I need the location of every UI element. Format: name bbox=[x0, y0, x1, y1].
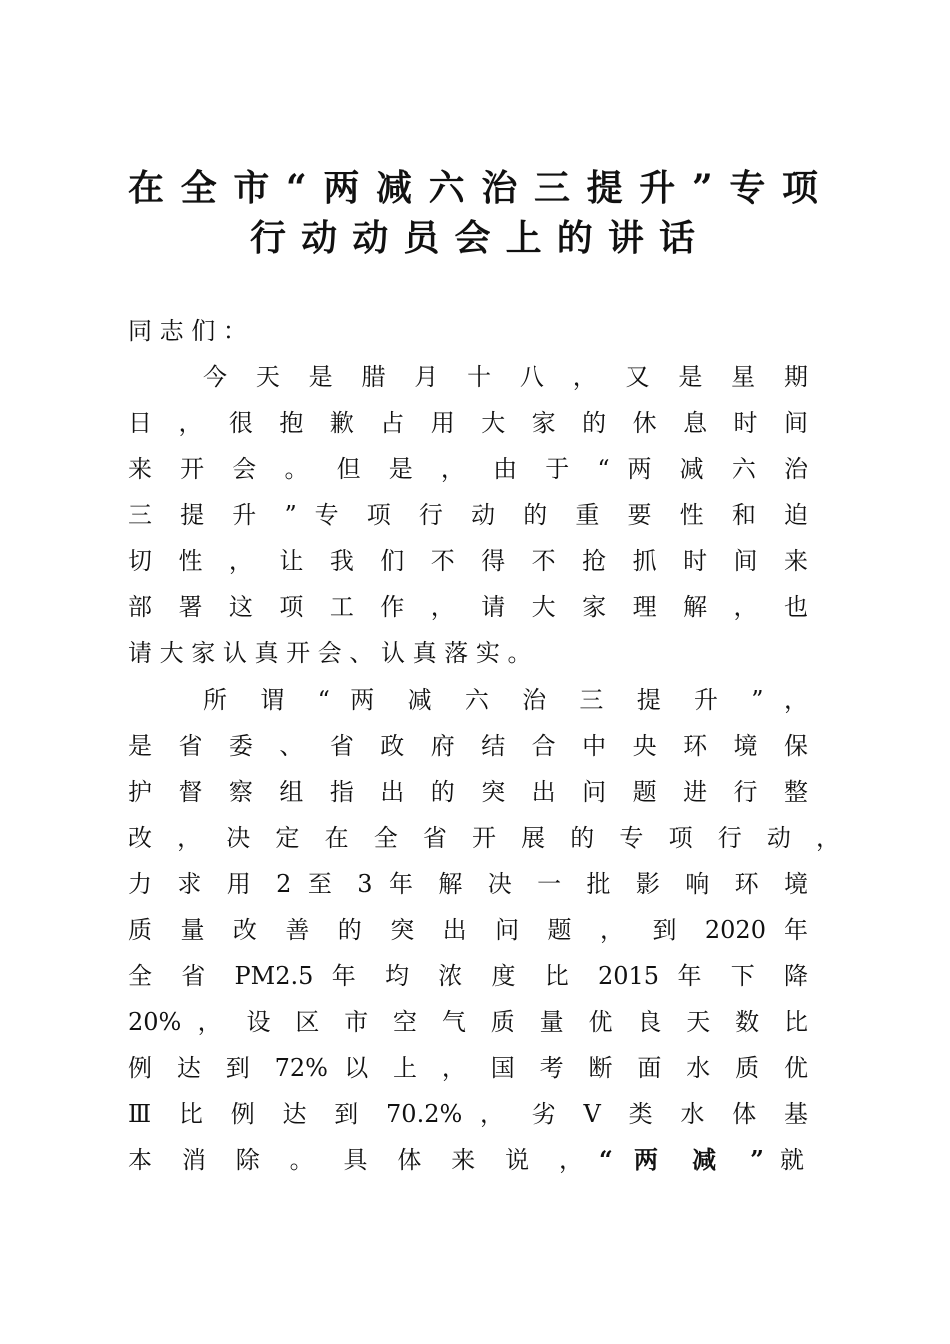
bold-phrase-liang-jian: “ 两 减 ” bbox=[599, 1145, 764, 1174]
paragraph-2-line-7: 全 省 PM2.5 年 均 浓 度 比 2015 年 下 降 bbox=[128, 962, 808, 990]
paragraph-2-line-5: 力 求 用 2 至 3 年 解 决 一 批 影 响 环 境 bbox=[128, 870, 808, 898]
paragraph-2-line-6: 质 量 改 善 的 突 出 问 题 ， 到 2020 年 bbox=[128, 916, 808, 944]
paragraph-2-line-3: 护 督 察 组 指 出 的 突 出 问 题 进 行 整 bbox=[128, 778, 808, 806]
document-title-line-2: 行动动员会上的讲话 bbox=[250, 217, 695, 259]
salutation: 同 志 们 ： bbox=[128, 317, 247, 345]
paragraph-2-line-1: 所 谓 “ 两 减 六 治 三 提 升 ” ， bbox=[203, 686, 808, 714]
paragraph-1-line-2: 日 ， 很 抱 歉 占 用 大 家 的 休 息 时 间 bbox=[128, 409, 808, 437]
paragraph-1-line-5: 切 性 ， 让 我 们 不 得 不 抢 抓 时 间 来 bbox=[128, 547, 808, 575]
paragraph-1-line-7: 请 大 家 认 真 开 会 、 认 真 落 实 。 bbox=[128, 639, 532, 667]
paragraph-2-line-10: Ⅲ 比 例 达 到 70.2% ， 劣 Ⅴ 类 水 体 基 bbox=[128, 1100, 808, 1128]
last-line-suffix: 就 bbox=[780, 1146, 804, 1174]
paragraph-2-line-11 bbox=[128, 1145, 808, 1175]
paragraph-1-line-1: 今 天 是 腊 月 十 八 ， 又 是 星 期 bbox=[203, 363, 808, 391]
last-line-prefix: 本 消 除 。 具 体 来 说 ， bbox=[128, 1146, 583, 1174]
paragraph-2-line-8: 20% ， 设 区 市 空 气 质 量 优 良 天 数 比 bbox=[128, 1008, 808, 1036]
paragraph-2-line-4: 改 ， 决 定 在 全 省 开 展 的 专 项 行 动 ， bbox=[128, 824, 840, 852]
paragraph-1-line-4: 三 提 升 ” 专 项 行 动 的 重 要 性 和 迫 bbox=[128, 501, 808, 529]
document-title-line-1: 在全市“两减六治三提升”专项 bbox=[128, 167, 818, 209]
paragraph-2-line-9: 例 达 到 72% 以 上 ， 国 考 断 面 水 质 优 bbox=[128, 1054, 808, 1082]
paragraph-1-line-3: 来 开 会 。 但 是 ， 由 于 “ 两 减 六 治 bbox=[128, 455, 808, 483]
paragraph-1-line-6: 部 署 这 项 工 作 ， 请 大 家 理 解 ， 也 bbox=[128, 593, 808, 621]
paragraph-2-line-2: 是 省 委 、 省 政 府 结 合 中 央 环 境 保 bbox=[128, 732, 808, 760]
